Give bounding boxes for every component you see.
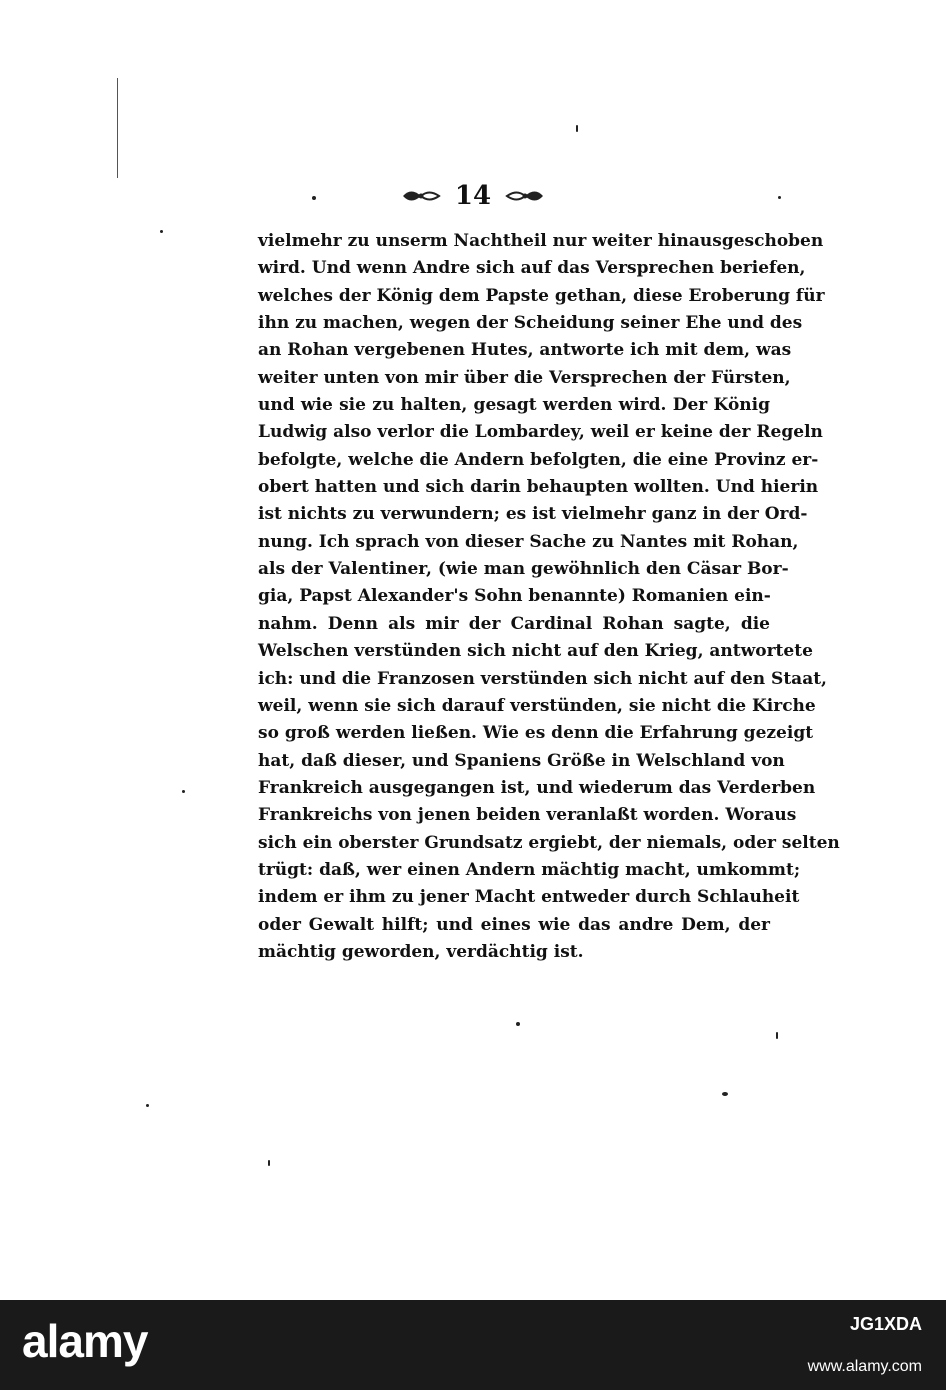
margin-rule: [117, 78, 118, 178]
text-line: vielmehr zu unserm Nachtheil nur weiter hinausgeschoben: [258, 231, 824, 251]
scan-speck: [312, 196, 316, 200]
scan-speck: [182, 790, 185, 793]
text-line: nahm. Denn als mir der Cardinal Rohan sagte, die: [258, 613, 770, 634]
text-line: nung. Ich sprach von dieser Sache zu Nantes mit Rohan,: [258, 531, 799, 552]
text-line: so groß werden ließen. Wie es denn die Erfahrung gezeigt: [258, 723, 814, 744]
page-header: [0, 176, 946, 216]
text-line: Frankreichs von jenen beiden veranlaßt worden. Woraus: [258, 805, 797, 826]
text-line: gia, Papst Alexander's Sohn benannte) Romanien ein-: [258, 586, 771, 607]
text-line: obert hatten und sich darin behaupten wollten. Und hierin: [258, 477, 819, 498]
page-number: 14: [454, 181, 492, 211]
text-line: indem er ihm zu jener Macht entweder durch Schlauheit: [258, 887, 800, 908]
text-line: wird. Und wenn Andre sich auf das Versprechen beriefen,: [258, 258, 806, 279]
scan-speck: [776, 1032, 778, 1039]
scan-speck: [722, 1092, 728, 1096]
text-line: weil, wenn sie sich darauf verstünden, sie nicht die Kirche: [258, 695, 816, 716]
text-line: ist nichts zu verwundern; es ist vielmehr ganz in der Ord-: [258, 504, 808, 525]
scan-speck: [576, 125, 578, 132]
body-text: [258, 228, 840, 966]
scan-speck: [778, 196, 781, 199]
text-line: welches der König dem Papste gethan, diese Eroberung für: [258, 285, 825, 306]
image-id-label: JG1XDA: [849, 1314, 922, 1334]
text-line: Ludwig also verlor die Lombardey, weil er keine der Regeln: [258, 422, 823, 443]
text-line: befolgte, welche die Andern befolgten, die eine Provinz er-: [258, 449, 819, 470]
text-line: mächtig geworden, verdächtig ist.: [258, 941, 584, 962]
text-line: an Rohan vergebenen Hutes, antworte ich mit dem, was: [258, 340, 792, 361]
text-line: trügt: daß, wer einen Andern mächtig macht, umkommt;: [258, 859, 801, 880]
right-ornament-icon: [505, 185, 545, 207]
text-line: als der Valentiner, (wie man gewöhnlich den Cäsar Bor-: [258, 559, 789, 580]
scan-speck: [146, 1104, 149, 1107]
watermark-logo: alamy: [22, 1315, 148, 1367]
text-line: hat, daß dieser, und Spaniens Größe in Welschland von: [258, 750, 785, 771]
text-line: ihn zu machen, wegen der Scheidung seiner Ehe und des: [258, 313, 803, 334]
text-line: und wie sie zu halten, gesagt werden wird. Der König: [258, 395, 770, 416]
text-line: sich ein oberster Grundsatz ergiebt, der niemals, oder selten: [258, 832, 840, 853]
text-line: weiter unten von mir über die Versprechen der Fürsten,: [258, 367, 791, 388]
scan-speck: [516, 1022, 520, 1026]
text-line: oder Gewalt hilft; und eines wie das andre Dem, der: [258, 914, 770, 935]
watermark-bar: [0, 1300, 946, 1390]
text-line: ich: und die Franzosen verstünden sich nicht auf den Staat,: [258, 668, 827, 689]
scan-speck: [160, 230, 163, 233]
text-line: Frankreich ausgegangen ist, und wiederum das Verderben: [258, 777, 816, 798]
scan-speck: [268, 1160, 270, 1166]
website-label: www.alamy.com: [807, 1358, 922, 1375]
text-line: Welschen verstünden sich nicht auf den Krieg, antwortete: [258, 641, 813, 662]
left-ornament-icon: [401, 185, 441, 207]
